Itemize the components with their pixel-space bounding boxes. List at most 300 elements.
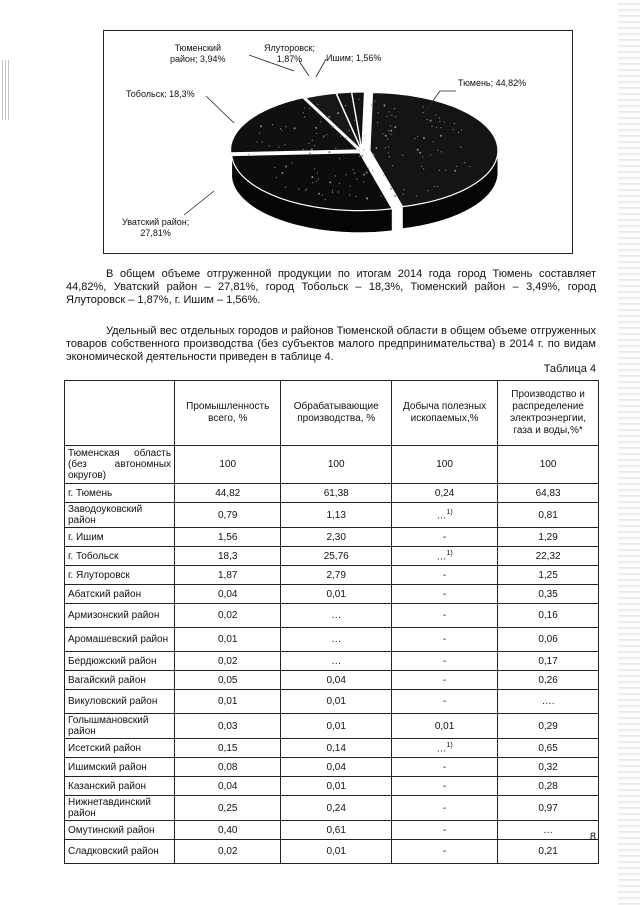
- scan-speckle: [345, 174, 346, 175]
- table-cell: 44,82: [175, 484, 281, 503]
- table-cell: 1,56: [175, 528, 281, 547]
- scan-speckle: [366, 197, 368, 199]
- table-cell: 2,79: [281, 566, 392, 585]
- scan-speckle: [373, 153, 374, 154]
- scan-speckle: [338, 191, 339, 192]
- scan-speckle: [430, 120, 432, 122]
- scan-speckle: [335, 148, 336, 149]
- table-row: [65, 739, 599, 758]
- table-cell: 0,32: [498, 758, 599, 777]
- scan-speckle: [375, 147, 377, 149]
- table-cell: -: [391, 628, 497, 652]
- scan-speckle: [269, 145, 270, 146]
- table-cell: 0,01: [391, 714, 497, 739]
- scan-speckle: [303, 149, 304, 150]
- table-cell: -: [391, 671, 497, 690]
- scan-speckle: [419, 152, 421, 154]
- table-row: [65, 758, 599, 777]
- table-cell: 0,01: [175, 690, 281, 714]
- table-cell: 0,01: [281, 777, 392, 796]
- table-cell: …$^{1)}$: [391, 547, 497, 566]
- scan-speckle: [422, 156, 423, 157]
- scan-speckle: [366, 172, 368, 174]
- scan-speckle: [314, 168, 315, 169]
- table-row: [65, 777, 599, 796]
- table-body: [65, 446, 599, 864]
- table-caption: Таблица 4: [543, 363, 596, 375]
- scan-speckle: [316, 133, 317, 134]
- scan-speckle: [373, 155, 375, 157]
- table-cell: 0,26: [498, 671, 599, 690]
- scan-speckle: [262, 141, 263, 142]
- scan-speckle: [436, 127, 437, 128]
- scan-speckle: [285, 166, 287, 168]
- table-cell: 1,29: [498, 528, 599, 547]
- table-cell: -: [391, 566, 497, 585]
- scan-speckle: [385, 135, 387, 137]
- data-table: [64, 380, 599, 864]
- table-cell: 0,08: [175, 758, 281, 777]
- scan-speckle: [414, 138, 415, 139]
- scan-speckle: [309, 108, 310, 109]
- scan-speckle: [363, 174, 365, 176]
- scan-speckle: [417, 149, 419, 151]
- table-row: [65, 840, 599, 864]
- table-row: [65, 690, 599, 714]
- pie-chart: [103, 30, 573, 254]
- scan-speckle: [328, 116, 330, 118]
- table-cell: 0,17: [498, 652, 599, 671]
- table-row-label: Голышмановский район: [65, 714, 175, 739]
- table-cell: …: [498, 821, 599, 840]
- scan-speckle: [439, 170, 440, 171]
- scan-speckle: [304, 116, 305, 117]
- table-row: [65, 821, 599, 840]
- scan-speckle: [308, 143, 309, 144]
- scan-speckle: [318, 193, 320, 195]
- scan-speckle: [281, 130, 282, 131]
- page-number: 8: [589, 831, 596, 843]
- table-cell: 25,76: [281, 547, 392, 566]
- scan-speckle: [248, 154, 249, 155]
- table-cell: 18,3: [175, 547, 281, 566]
- scan-speckle: [303, 112, 304, 113]
- scan-speckle: [421, 166, 422, 167]
- table-row-label: Вагайский район: [65, 671, 175, 690]
- scan-speckle: [388, 152, 389, 153]
- scan-speckle: [312, 140, 313, 141]
- table-cell: 0,29: [498, 714, 599, 739]
- table-cell: 22,32: [498, 547, 599, 566]
- table-cell: 1,13: [281, 503, 392, 528]
- scan-speckle: [427, 119, 428, 120]
- scan-speckle: [349, 130, 350, 131]
- table-cell: 1,87: [175, 566, 281, 585]
- scan-speckle: [437, 150, 438, 151]
- table-cell: 0,03: [175, 714, 281, 739]
- table-cell: -: [391, 585, 497, 604]
- table-cell: 0,79: [175, 503, 281, 528]
- scan-speckle: [454, 123, 455, 124]
- scan-speckle: [329, 151, 330, 152]
- label-tyumen-raion-line1: Тюменский: [174, 43, 221, 53]
- table-cell: 0,04: [281, 671, 392, 690]
- scan-speckle: [416, 195, 417, 196]
- scan-speckle: [388, 130, 389, 131]
- table-row-label: г. Ялуторовск: [65, 566, 175, 585]
- table-cell: 0,02: [175, 840, 281, 864]
- table-cell: 64,83: [498, 484, 599, 503]
- table-row: [65, 446, 599, 484]
- scan-speckle: [332, 190, 333, 191]
- table-row-label: Сладковский район: [65, 840, 175, 864]
- table-cell: 0,24: [391, 484, 497, 503]
- scan-speckle: [385, 147, 386, 148]
- scan-speckle: [417, 136, 418, 137]
- table-row: [65, 796, 599, 821]
- scan-speckle: [423, 137, 425, 139]
- label-tyumen-raion-line2: район; 3,94%: [170, 54, 226, 64]
- table-row: [65, 628, 599, 652]
- table-cell: 0,28: [498, 777, 599, 796]
- footnote-marker: 1): [446, 508, 453, 516]
- paragraph-2: Удельный вес отдельных городов и районов Тюменской области в общем объеме отгруженных товаров собственного производства (без субъектов малого предпринимательства) в 2014 г. по видам экономической деятельности приведен в таблице 4.: [66, 325, 596, 363]
- scan-speckle: [440, 135, 442, 137]
- scan-speckle: [364, 135, 365, 136]
- scan-speckle: [427, 190, 428, 191]
- scan-speckle: [337, 112, 339, 114]
- scan-speckle: [354, 173, 355, 174]
- scan-speckle: [272, 124, 273, 125]
- scan-speckle: [359, 156, 360, 157]
- scan-speckle: [441, 151, 442, 152]
- scan-speckle: [440, 127, 441, 128]
- scan-speckle: [345, 105, 346, 106]
- label-uvat-line2: 27,81%: [140, 228, 171, 238]
- scan-speckle: [325, 199, 326, 200]
- scan-speckle: [461, 130, 462, 131]
- scan-speckle: [372, 170, 373, 171]
- scan-speckle: [304, 107, 305, 108]
- table-cell: 0,21: [498, 840, 599, 864]
- scan-speckle: [340, 136, 341, 137]
- scan-speckle: [390, 130, 392, 132]
- scan-speckle: [434, 186, 435, 187]
- scan-speckle: [402, 155, 403, 156]
- paragraph-1: В общем объеме отгруженной продукции по итогам 2014 года город Тюмень составляет 44,82%, Уватский район – 27,81%, город Тобольск – 18,3%, Тюменский район – 3,49%, город Ялуторовск – 1,87%, г. Ишим – 1,56%.: [66, 268, 596, 306]
- table-cell: 0,81: [498, 503, 599, 528]
- scan-speckle: [382, 133, 383, 134]
- table-row-label: Казанский район: [65, 777, 175, 796]
- scan-speckle: [361, 155, 363, 157]
- scan-speckle: [324, 135, 325, 136]
- label-yalutorovsk: [264, 43, 315, 65]
- table-cell: 0,97: [498, 796, 599, 821]
- table-header-cell: Производство и распределение электроэнергии, газа и воды,%*: [498, 381, 599, 446]
- table-cell: 100: [281, 446, 392, 484]
- scan-speckle: [435, 114, 436, 115]
- scan-speckle: [378, 112, 379, 113]
- table-cell: -: [391, 528, 497, 547]
- scan-speckle: [445, 170, 446, 171]
- table-cell: 0,04: [175, 585, 281, 604]
- footnote-marker: 1): [446, 741, 453, 749]
- table-cell: 100: [391, 446, 497, 484]
- table-cell: -: [391, 652, 497, 671]
- table-row-label: Викуловский район: [65, 690, 175, 714]
- table-row: [65, 604, 599, 628]
- table-row-label: Армизонский район: [65, 604, 175, 628]
- scan-speckle: [394, 126, 396, 128]
- label-yalutorovsk-line2: 1,87%: [276, 54, 303, 64]
- pie-leader-line: [316, 59, 326, 77]
- table-cell: 100: [175, 446, 281, 484]
- scan-speckle: [259, 133, 260, 134]
- label-tobolsk: Тобольск; 18,3%: [126, 89, 195, 99]
- scan-speckle: [329, 181, 331, 183]
- scan-speckle: [294, 127, 296, 129]
- scan-speckle: [359, 150, 360, 151]
- scan-speckle: [458, 132, 459, 133]
- scan-speckle: [349, 194, 350, 195]
- label-uvat-line1: Уватский район;: [122, 217, 190, 227]
- scan-speckle: [389, 156, 390, 157]
- scan-speckle: [276, 177, 277, 178]
- footnote-marker: 1): [446, 549, 453, 557]
- scan-speckle: [352, 169, 353, 170]
- scan-speckle: [390, 134, 391, 135]
- scan-speckle: [322, 194, 323, 195]
- scan-speckle: [305, 190, 306, 191]
- scan-speckle: [454, 170, 456, 172]
- table-cell: 0,01: [281, 585, 392, 604]
- scan-edge-artifact: [618, 0, 640, 905]
- scan-speckle: [439, 117, 440, 118]
- scan-speckle: [437, 186, 438, 187]
- table-cell: 0,05: [175, 671, 281, 690]
- scan-speckle: [317, 104, 318, 105]
- table-cell: -: [391, 796, 497, 821]
- table-cell: 2,30: [281, 528, 392, 547]
- table-cell: 0,40: [175, 821, 281, 840]
- scan-speckle: [260, 125, 262, 127]
- table-cell: …: [281, 628, 392, 652]
- scan-speckle: [314, 145, 315, 146]
- table-row: [65, 503, 599, 528]
- scan-speckle: [350, 186, 351, 187]
- scan-speckle: [371, 117, 372, 118]
- scan-speckle: [332, 126, 334, 128]
- scan-speckle: [431, 126, 432, 127]
- table-row: [65, 547, 599, 566]
- scan-edge-artifact-left: [0, 60, 10, 120]
- scan-speckle: [315, 127, 317, 129]
- scan-speckle: [356, 178, 357, 179]
- table-cell: 0,15: [175, 739, 281, 758]
- table-cell: -: [391, 758, 497, 777]
- table-cell: 0,35: [498, 585, 599, 604]
- scan-speckle: [391, 115, 392, 116]
- label-tyumen: Тюмень; 44,82%: [458, 78, 527, 88]
- label-uvat: [122, 217, 189, 239]
- scan-speckle: [282, 172, 284, 174]
- table-cell: -: [391, 604, 497, 628]
- table-row: [65, 652, 599, 671]
- scan-speckle: [464, 162, 465, 163]
- scan-speckle: [422, 112, 423, 113]
- scan-speckle: [339, 183, 340, 184]
- table-row: [65, 484, 599, 503]
- scan-speckle: [323, 136, 324, 137]
- scan-speckle: [384, 105, 385, 106]
- table-cell: 0,04: [281, 758, 392, 777]
- scan-speckle: [358, 99, 359, 100]
- table-row-label: Бердюжский район: [65, 652, 175, 671]
- scan-speckle: [346, 137, 347, 138]
- scan-speckle: [374, 101, 375, 102]
- scan-speckle: [377, 122, 378, 123]
- scan-speckle: [278, 146, 279, 147]
- scan-speckle: [395, 116, 396, 117]
- table-cell: …: [281, 652, 392, 671]
- table-header-cell: Обрабатывающие производства, %: [281, 381, 392, 446]
- scan-speckle: [404, 189, 405, 190]
- scan-speckle: [368, 168, 369, 169]
- scan-speckle: [339, 158, 340, 159]
- table-row-label: Омутинский район: [65, 821, 175, 840]
- pie-leader-line: [184, 191, 214, 215]
- table-row-label: г. Тобольск: [65, 547, 175, 566]
- table-cell: -: [391, 777, 497, 796]
- scan-speckle: [394, 108, 395, 109]
- table-cell: …: [281, 604, 392, 628]
- scan-speckle: [390, 125, 391, 126]
- scan-speckle: [280, 128, 281, 129]
- table-header-row: [65, 381, 599, 446]
- scan-speckle: [430, 154, 431, 155]
- scan-speckle: [311, 148, 313, 150]
- table-cell: 100: [498, 446, 599, 484]
- scan-speckle: [460, 147, 461, 148]
- scan-speckle: [433, 141, 434, 142]
- label-tyumen-raion: [170, 43, 226, 65]
- table-cell: 0,06: [498, 628, 599, 652]
- scan-speckle: [453, 129, 454, 130]
- scan-speckle: [320, 121, 321, 122]
- table-cell: 0,61: [281, 821, 392, 840]
- table-row-label: Нижнетавдинский район: [65, 796, 175, 821]
- scan-speckle: [380, 195, 381, 196]
- table-cell: 0,02: [175, 604, 281, 628]
- table-row-label: г. Ишим: [65, 528, 175, 547]
- scan-speckle: [383, 175, 384, 176]
- table-row: [65, 671, 599, 690]
- scan-speckle: [387, 138, 388, 139]
- table-cell: 0,25: [175, 796, 281, 821]
- table-cell: 1,25: [498, 566, 599, 585]
- table-cell: 0,16: [498, 604, 599, 628]
- table-cell: 0,01: [281, 714, 392, 739]
- table-row-label: г. Тюмень: [65, 484, 175, 503]
- scan-speckle: [312, 182, 313, 183]
- scan-speckle: [444, 122, 445, 123]
- scan-speckle: [394, 195, 396, 197]
- scan-speckle: [363, 181, 364, 182]
- table-cell: 0,01: [281, 690, 392, 714]
- scan-speckle: [318, 178, 319, 179]
- table-cell: -: [391, 840, 497, 864]
- table-row: [65, 528, 599, 547]
- table-row-label: Исетский район: [65, 739, 175, 758]
- scan-speckle: [326, 134, 327, 135]
- label-yalutorovsk-line1: Ялуторовск;: [264, 43, 315, 53]
- scan-speckle: [456, 166, 457, 167]
- scan-speckle: [285, 187, 286, 188]
- table-row-label: Ишимский район: [65, 758, 175, 777]
- table-header-cell: [65, 381, 175, 446]
- table-cell: 0,24: [281, 796, 392, 821]
- table-row: [65, 566, 599, 585]
- scan-speckle: [423, 168, 424, 169]
- table-cell: 0,01: [281, 840, 392, 864]
- scan-speckle: [306, 189, 307, 190]
- scan-speckle: [292, 162, 293, 163]
- scan-speckle: [439, 121, 440, 122]
- scan-speckle: [403, 194, 404, 195]
- scan-speckle: [392, 165, 393, 166]
- table-cell: 0,14: [281, 739, 392, 758]
- scan-speckle: [332, 192, 333, 193]
- table-cell: 61,38: [281, 484, 392, 503]
- table-row-label: Аромашевский район: [65, 628, 175, 652]
- scan-speckle: [355, 196, 356, 197]
- scan-speckle: [388, 146, 389, 147]
- table-cell: 0,02: [175, 652, 281, 671]
- table-cell: …$^{1)}$: [391, 503, 497, 528]
- table-cell: 0,65: [498, 739, 599, 758]
- label-ishim: Ишим; 1,56%: [326, 53, 382, 63]
- scan-speckle: [469, 166, 470, 167]
- table-row-label: Заводоуковский район: [65, 503, 175, 528]
- scan-speckle: [316, 181, 317, 182]
- table-cell: …$^{1)}$: [391, 739, 497, 758]
- table-cell: -: [391, 821, 497, 840]
- scan-speckle: [354, 120, 355, 121]
- scan-speckle: [317, 173, 318, 174]
- table-row: [65, 585, 599, 604]
- scan-speckle: [284, 144, 285, 145]
- table-row-label: Абатский район: [65, 585, 175, 604]
- table-header-cell: Промышленность всего, %: [175, 381, 281, 446]
- scan-speckle: [335, 175, 336, 176]
- scan-speckle: [256, 141, 257, 142]
- scan-speckle: [309, 153, 311, 155]
- scan-speckle: [363, 149, 364, 150]
- table-cell: 0,01: [175, 628, 281, 652]
- scan-speckle: [423, 106, 424, 107]
- table-header-cell: Добыча полезных ископаемых,%: [391, 381, 497, 446]
- scan-speckle: [390, 188, 392, 190]
- scan-speckle: [386, 116, 387, 117]
- scan-speckle: [311, 176, 313, 178]
- table-row-label: Тюменская область (без автономных округов): [65, 446, 175, 484]
- table-cell: ….: [498, 690, 599, 714]
- scan-speckle: [371, 104, 372, 105]
- scan-speckle: [389, 111, 390, 112]
- scan-speckle: [298, 189, 299, 190]
- table-cell: 0,04: [175, 777, 281, 796]
- scan-speckle: [285, 126, 286, 127]
